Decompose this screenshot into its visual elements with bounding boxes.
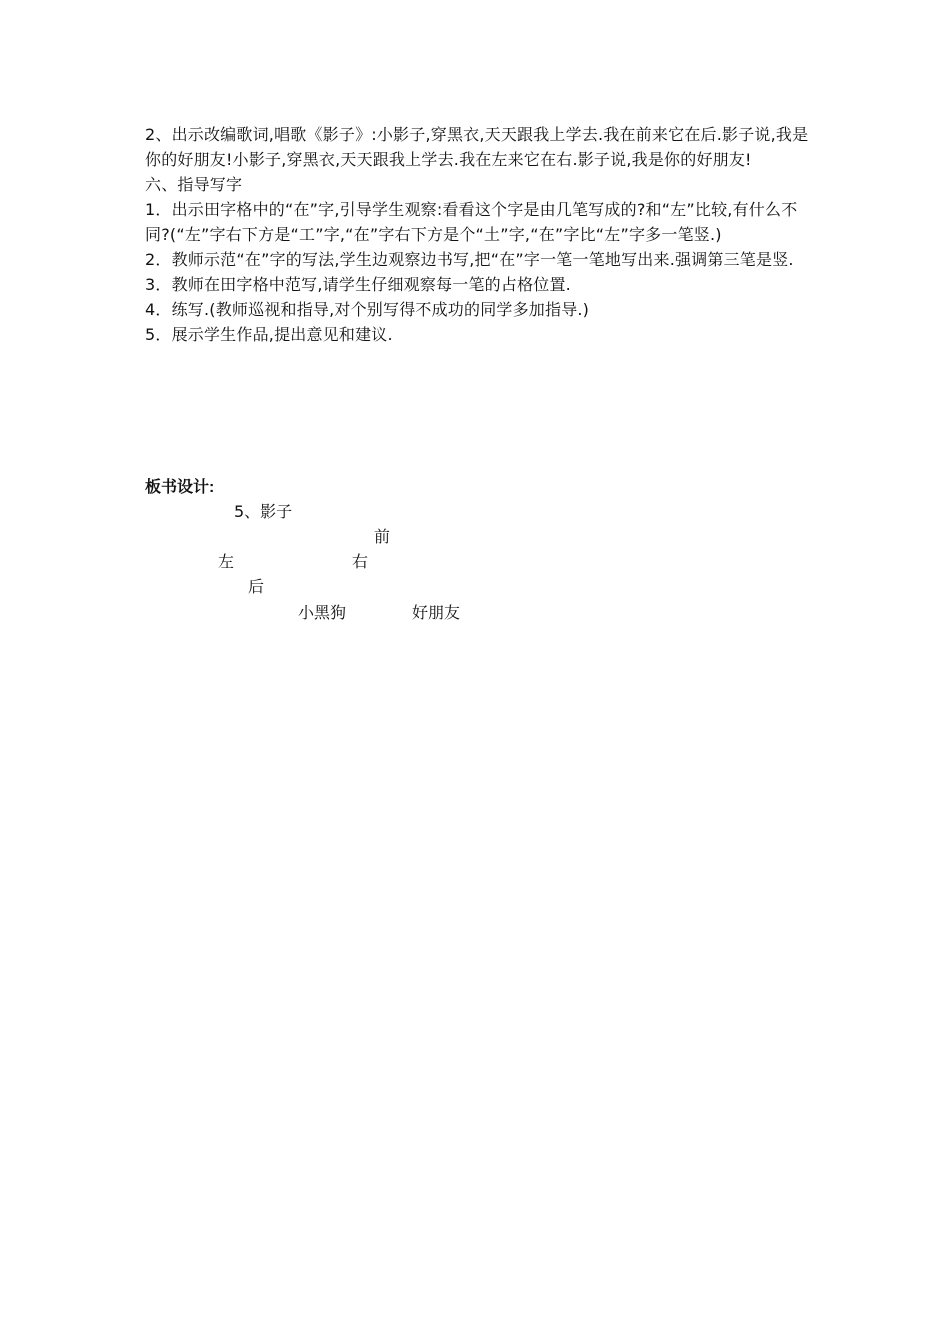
step-3-paragraph: 3．教师在田字格中范写,请学生仔细观察每一笔的占格位置. (145, 275, 571, 294)
section-heading-writing: 六、指导写字 (145, 175, 243, 194)
song-lyrics-paragraph: 2、出示改编歌词,唱歌《影子》:小影子,穿黑衣,天天跟我上学去.我在前来它在后.影子说,我是你的好朋友!小影子,穿黑衣,天天跟我上学去.我在左来它在右.影子说,我是你的好朋友! (145, 125, 809, 169)
board-word-right: 右 (352, 552, 369, 571)
board-word-good-friend: 好朋友 (412, 603, 461, 622)
board-word-front: 前 (374, 527, 391, 546)
step-1-paragraph: 1．出示田字格中的“在”字,引导学生观察:看看这个字是由几笔写成的?和“左”比较,有什么不同?(“左”字右下方是“工”字,“在”字右下方是个“土”字,“在”字比“左”字多一笔竖.) (145, 200, 798, 244)
board-word-little-black-dog: 小黑狗 (298, 603, 347, 622)
step-4-paragraph: 4．练写.(教师巡视和指导,对个别写得不成功的同学多加指导.) (145, 300, 590, 319)
board-word-back: 后 (248, 577, 265, 596)
board-design-heading: 板书设计: (145, 479, 215, 496)
step-2-paragraph: 2．教师示范“在”字的写法,学生边观察边书写,把“在”字一笔一笔地写出来.强调第三笔是竖. (145, 250, 794, 269)
board-word-left: 左 (218, 552, 235, 571)
lesson-body (145, 122, 810, 347)
board-lesson-title: 5、影子 (234, 502, 293, 521)
step-5-paragraph: 5．展示学生作品,提出意见和建议. (145, 325, 393, 344)
